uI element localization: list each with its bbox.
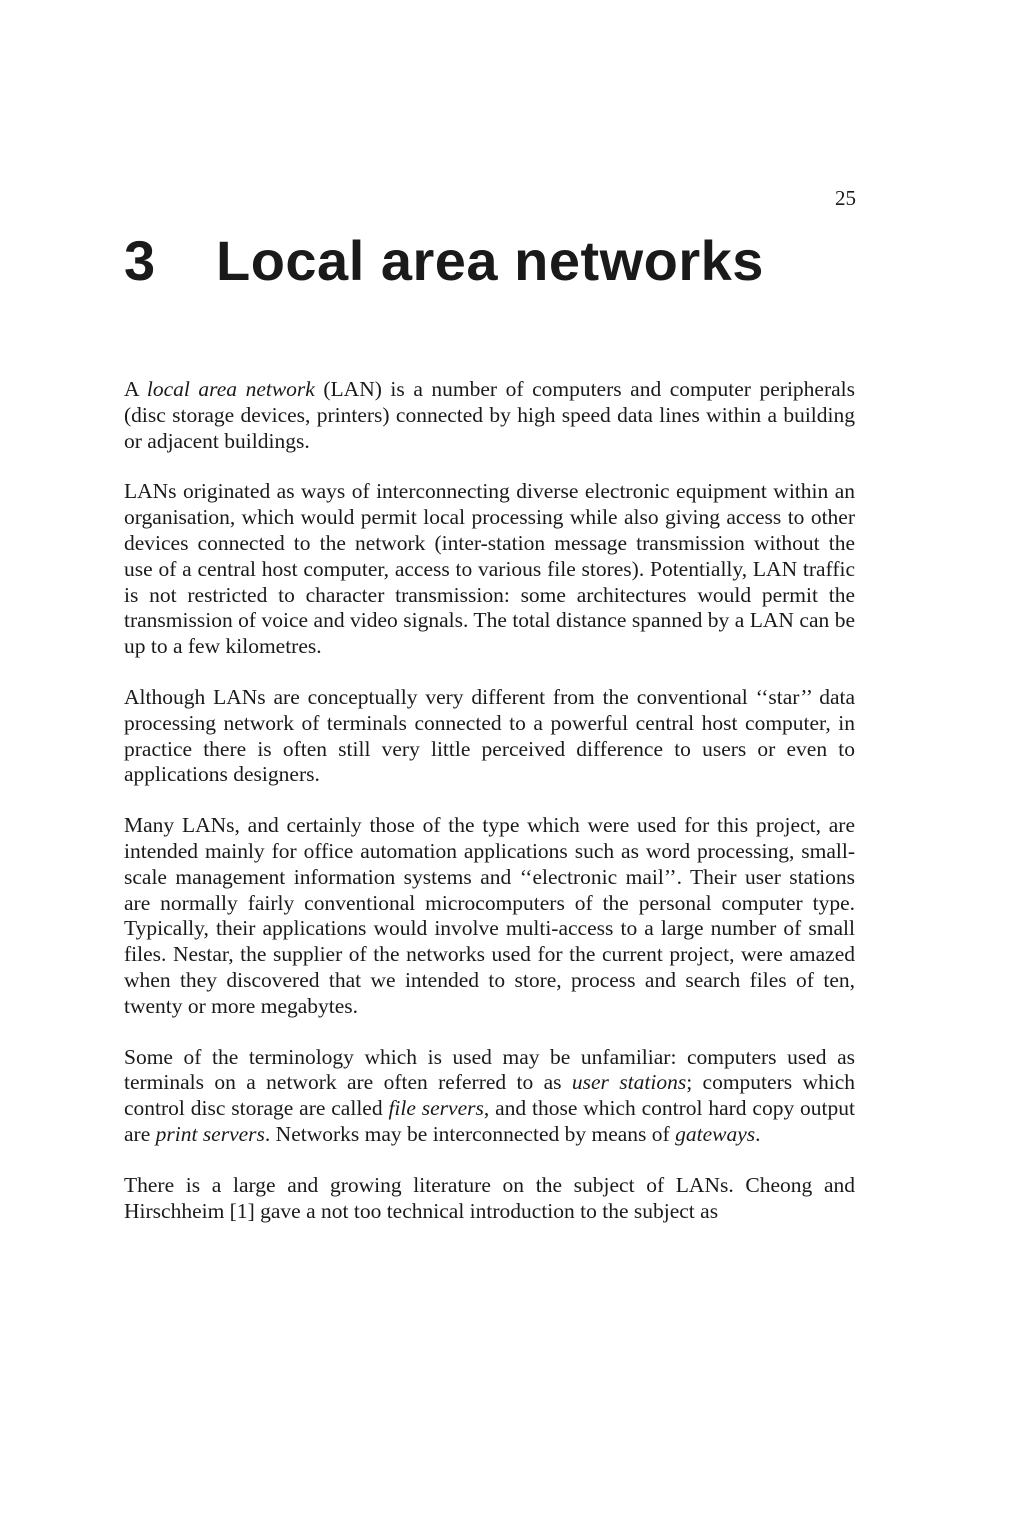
paragraph-lan-origins: LANs originated as ways of interconnecting diverse electronic equipment within an organisation, which would permit local processing while also giving access to other devices connected to the network (inter-station message transmission without the use of a central host computer, access to various file stores). Potentially, LAN traffic is not restricted to character transmission: some architectures would permit the transmission of voice and video signals. The total distance spanned by a LAN can be up to a few kilometres. (124, 479, 855, 659)
term-file-servers: file servers (388, 1096, 484, 1121)
paragraph-lan-definition: A local area network (LAN) is a number of computers and computer peripherals (disc storage devices, printers) connected by high speed data lines within a building or adjacent buildings. (124, 377, 855, 453)
paragraph-terminology: Some of the terminology which is used may be unfamiliar: computers used as terminals on a network are often referred to as user stations; computers which control disc storage are called file servers, and those which control hard copy output are print servers. Networks may be interconnected by means of gateways. (124, 1044, 856, 1146)
body-text (124, 377, 855, 1249)
term-local-area-network: local area network (146, 377, 315, 401)
paragraph-lan-applications: Many LANs, and certainly those of the type which were used for this project, are intended mainly for office automation applications such as word processing, small-scale management information systems and ‘‘electronic mail’’. Their user stations are normally fairly conventional microcomputers of the personal computer type. Typically, their applications would involve multi-access to a large number of small files. Nestar, the supplier of the networks used for the current project, were amazed when they discovered that we intended to store, process and search files of ten, twenty or more megabytes. (124, 813, 855, 1018)
paragraph-lan-comparison: Although LANs are conceptually very different from the conventional ‘‘star’’ data processing network of terminals connected to a powerful central host computer, in practice there is often still very little perceived difference to users or even to applications designers. (124, 684, 855, 787)
chapter-title: Local area networks (216, 229, 764, 292)
paragraph-literature: There is a large and growing literature on the subject of LANs. Cheong and Hirschheim [1] gave a not too technical introduction to the subject as (124, 1172, 855, 1223)
term-print-servers: print servers (155, 1121, 265, 1146)
chapter-heading (124, 228, 764, 293)
page-number: 25 (835, 186, 856, 210)
chapter-number: 3 (124, 229, 156, 292)
term-user-stations: user stations (571, 1070, 687, 1095)
term-gateways: gateways (675, 1121, 756, 1146)
